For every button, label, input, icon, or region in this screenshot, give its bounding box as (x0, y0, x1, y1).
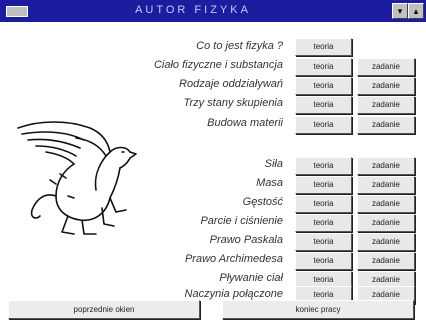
topic-label: Budowa materii (207, 117, 283, 129)
theory-button[interactable]: teoria (295, 195, 352, 213)
end-work-button[interactable]: koniec pracy (222, 300, 414, 319)
topic-label: Naczynia połączone (184, 288, 283, 300)
theory-button[interactable]: teoria (295, 233, 352, 251)
task-button[interactable]: zadanie (357, 271, 415, 289)
topic-label: Co to jest fizyka ? (196, 40, 283, 52)
topic-label: Trzy stany skupienia (183, 97, 283, 109)
griffin-illustration (10, 100, 145, 250)
topic-label: Gęstość (242, 196, 283, 208)
title-bar (0, 0, 426, 22)
task-button[interactable]: zadanie (357, 214, 415, 232)
task-button[interactable]: zadanie (357, 195, 415, 213)
task-button[interactable]: zadanie (357, 252, 415, 270)
theory-button[interactable]: teoria (295, 157, 352, 175)
theory-button[interactable]: teoria (295, 286, 352, 304)
topic-label: Rodzaje oddziaływań (179, 78, 283, 90)
topic-label: Prawo Archimedesa (184, 253, 283, 265)
topic-label: Pływanie ciał (219, 272, 283, 284)
task-button[interactable]: zadanie (357, 58, 415, 76)
task-button[interactable]: zadanie (357, 96, 415, 114)
topic-label: Prawo Paskala (209, 234, 283, 246)
task-button[interactable]: zadanie (357, 233, 415, 251)
window-title: AUTOR FIZYKA (135, 4, 251, 16)
topic-label: Masa (256, 177, 283, 189)
theory-button[interactable]: teoria (295, 96, 352, 114)
theory-button[interactable]: teoria (295, 252, 352, 270)
task-button[interactable]: zadanie (357, 77, 415, 95)
theory-button[interactable]: teoria (295, 116, 352, 134)
minimize-button[interactable]: ▾ (392, 3, 408, 19)
theory-button[interactable]: teoria (295, 58, 352, 76)
maximize-button[interactable]: ▴ (408, 3, 424, 19)
task-button[interactable]: zadanie (357, 157, 415, 175)
topic-label: Parcie i ciśnienie (200, 215, 283, 227)
theory-button[interactable]: teoria (295, 77, 352, 95)
previous-window-button[interactable]: poprzednie okien (8, 300, 200, 319)
task-button[interactable]: zadanie (357, 116, 415, 134)
topic-label: Siła (264, 158, 283, 170)
theory-button[interactable]: teoria (295, 176, 352, 194)
theory-button[interactable]: teoria (295, 214, 352, 232)
theory-button[interactable]: teoria (295, 271, 352, 289)
task-button[interactable]: zadanie (357, 286, 415, 304)
topic-label: Ciało fizyczne i substancja (153, 59, 283, 71)
task-button[interactable]: zadanie (357, 176, 415, 194)
theory-button[interactable]: teoria (295, 38, 352, 56)
